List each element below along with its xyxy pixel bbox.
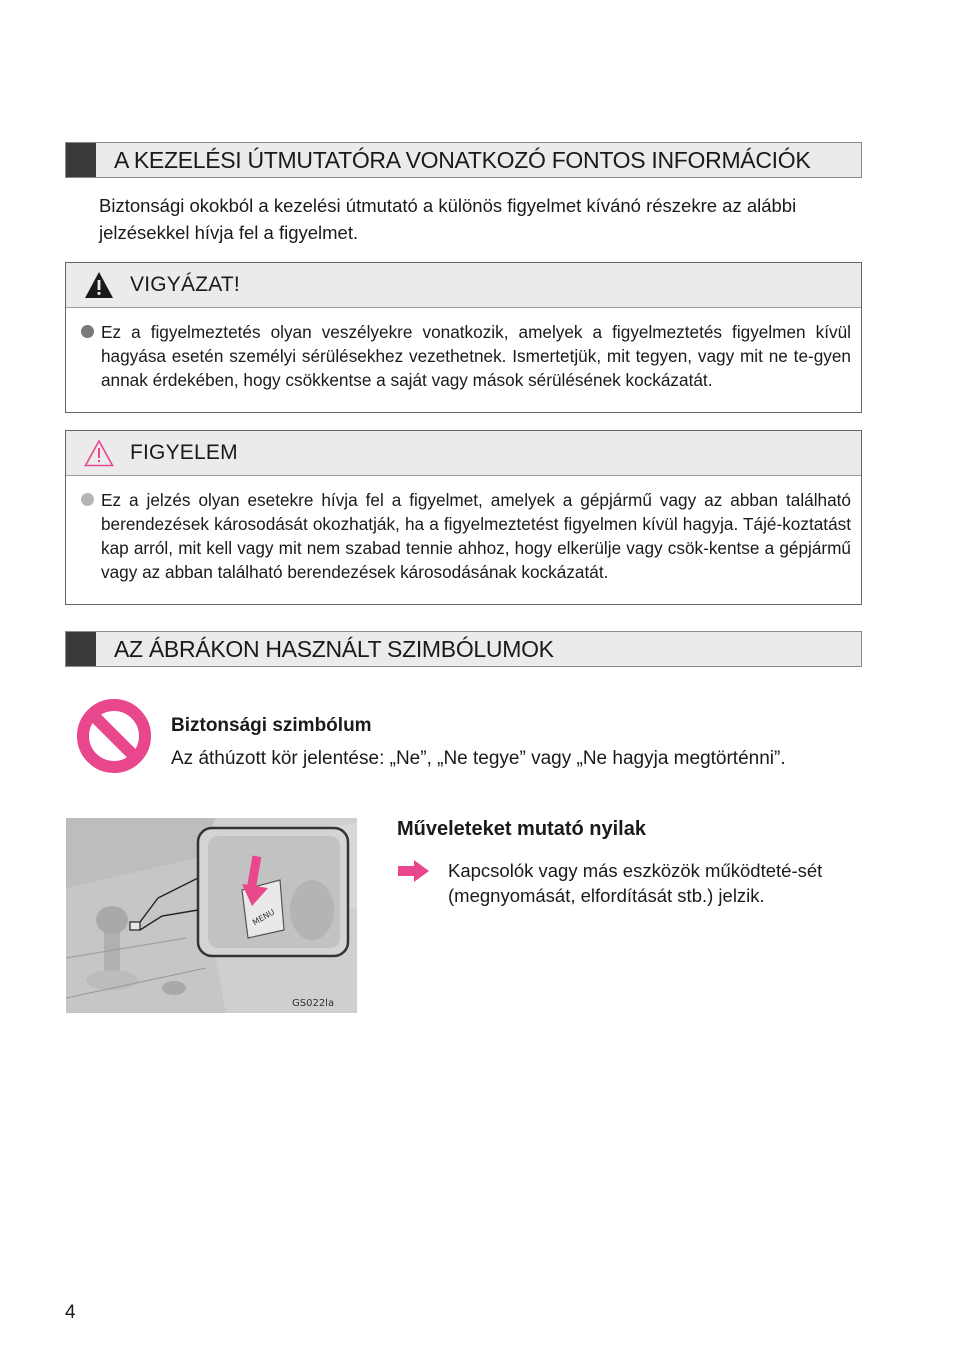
operations-desc: Kapcsolók vagy más eszközök működteté-sét (megnyomását, elfordítását stb.) jelzik. [448, 860, 823, 906]
notice-text: Ez a jelzés olyan esetekre hívja fel a figyelmet, amelyek a gépjármű vagy az abban található berendezések károsodását okozhatják, ha a figyelmeztetést figyelmen kívül hagyja. Tájé-koztatást kap arról, mit kell vagy mit nem szabad tennie ahhoz, hogy elkerülje vagy csök-kentse a gépjármű vagy az abban található berendezések károsodásának kockázatát. [101, 490, 851, 582]
safety-symbol-desc: Az áthúzott kör jelentése: „Ne”, „Ne tegye” vagy „Ne hagyja megtörténni”. [171, 748, 786, 769]
illustration-caption: GS022la [292, 998, 335, 1009]
warning-label: VIGYÁZAT! [130, 273, 240, 296]
section-title: AZ ÁBRÁKON HASZNÁLT SZIMBÓLUMOK [114, 636, 554, 662]
section-header-important-info [65, 142, 862, 178]
warning-box [65, 262, 862, 413]
intro-paragraph: Biztonsági okokból a kezelési útmutató a különös figyelmet kívánó részekre az alábbi jelzésekkel hívja fel a figyelmet. [99, 195, 797, 243]
notice-box-header [66, 431, 861, 476]
pink-arrow-right-icon [398, 860, 430, 882]
notice-box [65, 430, 862, 605]
console-illustration [66, 818, 357, 1013]
svg-text:MENU: MENU [251, 907, 277, 928]
warning-triangle-icon [84, 271, 114, 299]
warning-text: Ez a figyelmeztetés olyan veszélyekre vonatkozik, amelyek a figyelmeztetés figyelmen kívül hagyása esetén személyi sérülésekhez vezethetnek. Ismertetjük, mit tegyen, vagy mit ne te-gyen annak érdekében, hogy csökkentse a saját vagy mások sérülésének kockázatát. [101, 322, 851, 390]
prohibition-circle-icon [76, 698, 152, 774]
notice-label: FIGYELEM [130, 441, 238, 464]
bullet-dot-icon [81, 325, 94, 338]
warning-box-header [66, 263, 861, 308]
section-header-bar [66, 143, 96, 177]
page-number: 4 [65, 1302, 76, 1323]
warning-body [66, 308, 861, 410]
section-title: A KEZELÉSI ÚTMUTATÓRA VONATKOZÓ FONTOS INFORMÁCIÓK [114, 147, 811, 173]
section-header-symbols [65, 631, 862, 667]
section-header-bar [66, 632, 96, 666]
caution-triangle-outline-icon [84, 439, 114, 467]
notice-body [66, 476, 861, 602]
operations-title: Műveleteket mutató nyilak [397, 818, 646, 840]
bullet-dot-icon [81, 493, 94, 506]
safety-symbol-title: Biztonsági szimbólum [171, 715, 372, 736]
